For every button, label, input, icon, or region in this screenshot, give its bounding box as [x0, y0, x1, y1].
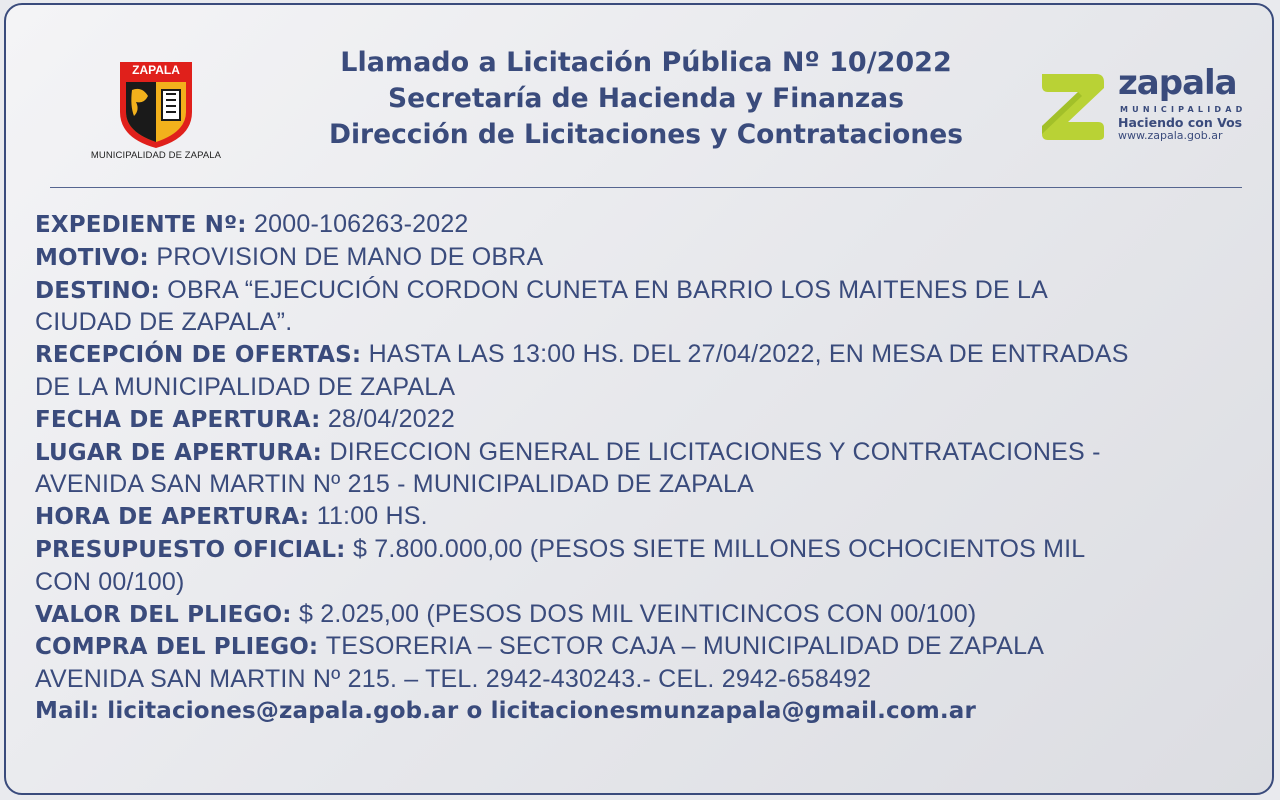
motivo-label: MOTIVO: [35, 244, 149, 271]
lugar-apertura-value-cont: AVENIDA SAN MARTIN Nº 215 - MUNICIPALIDAD DE ZAPALA [35, 470, 755, 499]
compra-pliego-value-cont: AVENIDA SAN MARTIN Nº 215. – TEL. 2942-430243.- CEL. 2942-658492 [35, 665, 872, 694]
expediente-row [35, 209, 1270, 242]
brand-url: www.zapala.gob.ar [1118, 129, 1223, 142]
fecha-apertura-label: FECHA DE APERTURA: [35, 406, 321, 433]
hora-apertura-row [35, 501, 1270, 534]
presupuesto-value: $ 7.800.000,00 (PESOS SIETE MILLONES OCHOCIENTOS MIL [352, 534, 1086, 563]
lugar-apertura-value: DIRECCION GENERAL DE LICITACIONES Y CONTRATACIONES - [329, 437, 1101, 466]
crest-caption: MUNICIPALIDAD DE ZAPALA [90, 150, 222, 161]
expediente-label: EXPEDIENTE Nº: [35, 212, 247, 238]
zapala-crest-icon [116, 60, 196, 150]
crest-label: ZAPALA [132, 63, 180, 77]
presupuesto-label: PRESUPUESTO OFICIAL: [35, 536, 346, 563]
title-line-1: Llamado a Licitación Pública Nº 10/2022 [340, 47, 952, 78]
contact-mail[interactable]: Mail: licitaciones@zapala.gob.ar o licitacionesmunzapala@gmail.com.ar [35, 697, 976, 724]
recepcion-label: RECEPCIÓN DE OFERTAS: [35, 342, 362, 369]
title-line-3: Dirección de Licitaciones y Contrataciones [328, 119, 964, 150]
fecha-apertura-row [35, 404, 1270, 437]
destino-value: OBRA “EJECUCIÓN CORDON CUNETA EN BARRIO LOS MAITENES DE LA [167, 275, 1049, 304]
recepcion-value: HASTA LAS 13:00 HS. DEL 27/04/2022, EN MESA DE ENTRADAS [368, 340, 1129, 369]
destino-row [35, 275, 1270, 308]
hora-apertura-label: HORA DE APERTURA: [35, 504, 310, 531]
motivo-row [35, 242, 1270, 275]
header-divider [50, 187, 1242, 188]
motivo-value: PROVISION DE MANO DE OBRA [156, 242, 544, 271]
recepcion-row [35, 339, 1270, 372]
page-title [266, 45, 1026, 153]
lugar-apertura-label: LUGAR DE APERTURA: [35, 439, 322, 466]
valor-pliego-label: VALOR DEL PLIEGO: [35, 601, 292, 628]
fecha-apertura-value: 28/04/2022 [327, 404, 456, 433]
destino-value-cont: CIUDAD DE ZAPALA”. [35, 308, 293, 337]
valor-pliego-row [35, 599, 1270, 632]
notice-details [35, 209, 1270, 728]
brand-slogan: Haciendo con Vos [1118, 115, 1243, 130]
compra-pliego-label: COMPRA DEL PLIEGO: [35, 634, 319, 661]
expediente-value: 2000-106263-2022 [254, 210, 469, 238]
destino-label: DESTINO: [35, 277, 160, 304]
notice-card [4, 3, 1274, 795]
brand-subtitle: MUNICIPALIDAD [1120, 105, 1247, 114]
compra-pliego-row [35, 631, 1270, 664]
valor-pliego-value: $ 2.025,00 (PESOS DOS MIL VEINTICINCOS CON 00/100) [299, 599, 977, 628]
presupuesto-value-cont: CON 00/100) [35, 567, 185, 596]
presupuesto-row [35, 534, 1270, 567]
hora-apertura-value: 11:00 HS. [316, 502, 428, 531]
brand-name: zapala [1118, 63, 1237, 103]
zapala-z-logo-icon [1038, 70, 1108, 142]
compra-pliego-value: TESORERIA – SECTOR CAJA – MUNICIPALIDAD DE ZAPALA [325, 632, 1045, 661]
recepcion-value-cont: DE LA MUNICIPALIDAD DE ZAPALA [35, 372, 456, 401]
title-line-2: Secretaría de Hacienda y Finanzas [388, 83, 904, 114]
lugar-apertura-row [35, 437, 1270, 470]
